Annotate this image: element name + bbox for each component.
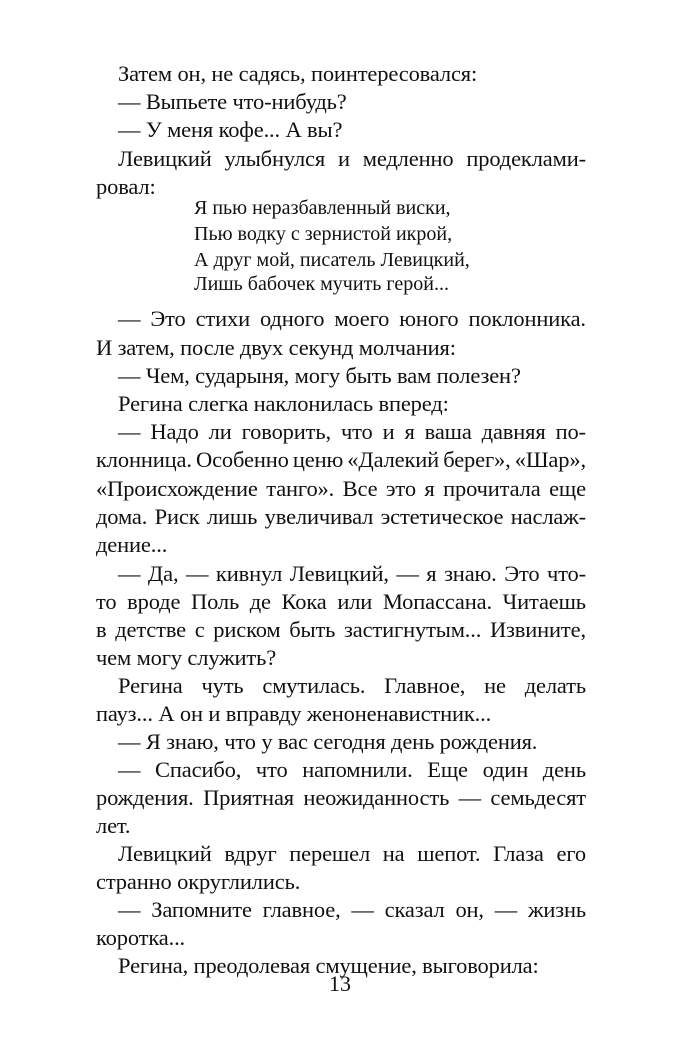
word: что [255,757,288,782]
word: танго». [266,476,335,501]
word: семьдесят [490,785,586,810]
word: главное, [262,897,341,922]
poem-line: Пью водку с зернистой икрой, [194,223,453,245]
word: это [385,476,416,501]
word: Поль [190,589,240,614]
word: жизнь [527,897,586,922]
word: — [186,561,209,586]
text-line [118,896,586,924]
word: — [458,785,481,810]
text-line: странно округлились. [96,869,301,894]
text-line: чем могу служить? [96,645,277,670]
word: Спасибо, [155,757,242,782]
word: Риск [154,504,200,529]
word: одного [259,306,325,331]
text-line: — У меня кофе... А вы? [118,117,343,142]
text-line [96,475,586,503]
word: лишь [206,504,258,529]
word: что- [547,561,586,586]
word: стихи [195,306,250,331]
word: Запомните [151,897,252,922]
word: Глаза [493,841,544,866]
text-line [96,616,586,644]
word: Левицкий [118,146,212,171]
word: или [337,589,373,614]
word: день [542,757,586,782]
word: прочитала [443,476,541,501]
word: моего [334,306,390,331]
word: еще [549,476,586,501]
word: — [118,561,141,586]
word: Особенно [195,447,289,472]
text-line [118,840,586,868]
word: — [118,419,141,444]
word: рождения. [96,785,194,810]
text-line: Регина, преодолевая смущение, выговорила: [118,953,539,978]
word: Кока [281,589,327,614]
page-number: 13 [329,971,351,996]
word: «Далекий [347,447,440,472]
word: то [96,589,117,614]
word: вроде [127,589,181,614]
word: продеклами- [466,146,586,171]
word: знаю. [444,561,497,586]
word: детстве [115,617,186,642]
word: с [194,617,205,642]
text-line: — Я знаю, что у вас сегодня день рождения. [118,729,538,754]
word: чуть [201,673,244,698]
word: Приятная [203,785,294,810]
word: Регина [118,673,183,698]
text-line [96,446,586,474]
text-line: дение... [96,532,168,557]
word: не [484,673,506,698]
word: — [351,897,374,922]
poem-line: Я пью неразбавленный виски, [194,197,451,219]
text-line: Затем он, не садясь, поинтересовался: [118,61,478,86]
word: Это [504,561,540,586]
word: что [340,419,373,444]
word: — [118,897,141,922]
word: застигнутым... [344,617,482,642]
word: на [382,841,405,866]
text-line [96,503,586,531]
poem-line: Лишь бабочек мучить герой... [194,273,449,295]
word: шепот. [417,841,481,866]
word: ценю [292,447,344,472]
word: улыбнулся [224,146,326,171]
text-line: — Выпьете что-нибудь? [118,89,347,114]
word: я [426,561,437,586]
word: клонница. [96,447,192,472]
word: один [482,757,529,782]
word: Мопассана. [382,589,492,614]
word: Левицкий, [289,561,389,586]
word: делать [524,673,586,698]
word: эстетическое [380,504,504,529]
text-line [96,784,586,812]
word: поклонника. [468,306,586,331]
word: Надо [150,419,199,444]
text-line: — Чем, сударыня, могу быть вам полезен? [118,363,521,388]
text-line [96,588,586,616]
word: берег», [443,447,511,472]
text-line: И затем, после двух секунд молчания: [96,335,456,360]
word: дома. [96,504,148,529]
word: де [249,589,271,614]
text-line [118,418,586,446]
word: — [118,306,141,331]
text-line: пауз... А он и вправду женоненавистник... [96,701,492,726]
word: по- [555,419,586,444]
text-line [118,560,586,588]
word: медленно [362,146,454,171]
word: Еще [427,757,468,782]
word: смутилась. [262,673,366,698]
text-line: ровал: [96,174,156,199]
word: кивнул [215,561,283,586]
word: сказал [384,897,445,922]
word: — [396,561,419,586]
word: я [404,419,415,444]
word: — [494,897,518,922]
word: увеличивал [264,504,374,529]
word: Это [150,306,186,331]
word: я [424,476,435,501]
word: неожиданность [303,785,450,810]
word: Читаешь [502,589,586,614]
word: Все [342,476,378,501]
word: «Происхождение [96,476,258,501]
word: и [337,146,350,171]
text-line [118,756,586,784]
word: наслаж- [510,504,586,529]
word: риском [213,617,281,642]
text-line: лет. [96,813,131,838]
word: вдруг [224,841,277,866]
word: — [118,757,141,782]
word: «Шар», [514,447,586,472]
text-line: коротка... [96,925,186,950]
word: давняя [481,419,546,444]
word: ли [208,419,232,444]
text-line: Регина слегка наклонилась вперед: [118,391,449,416]
text-line [118,145,586,173]
word: его [556,841,586,866]
word: напомнили. [302,757,413,782]
word: говорить, [241,419,331,444]
word: юного [399,306,459,331]
word: перешел [289,841,371,866]
poem-line: А друг мой, писатель Левицкий, [194,249,470,271]
word: Да, [147,561,179,586]
text-line [118,305,586,333]
word: и [382,419,395,444]
word: ваша [424,419,472,444]
word: в [96,617,107,642]
word: он, [455,897,484,922]
word: Извините, [489,617,586,642]
word: Главное, [384,673,466,698]
text-line [118,672,586,700]
word: быть [289,617,336,642]
word: Левицкий [118,841,212,866]
